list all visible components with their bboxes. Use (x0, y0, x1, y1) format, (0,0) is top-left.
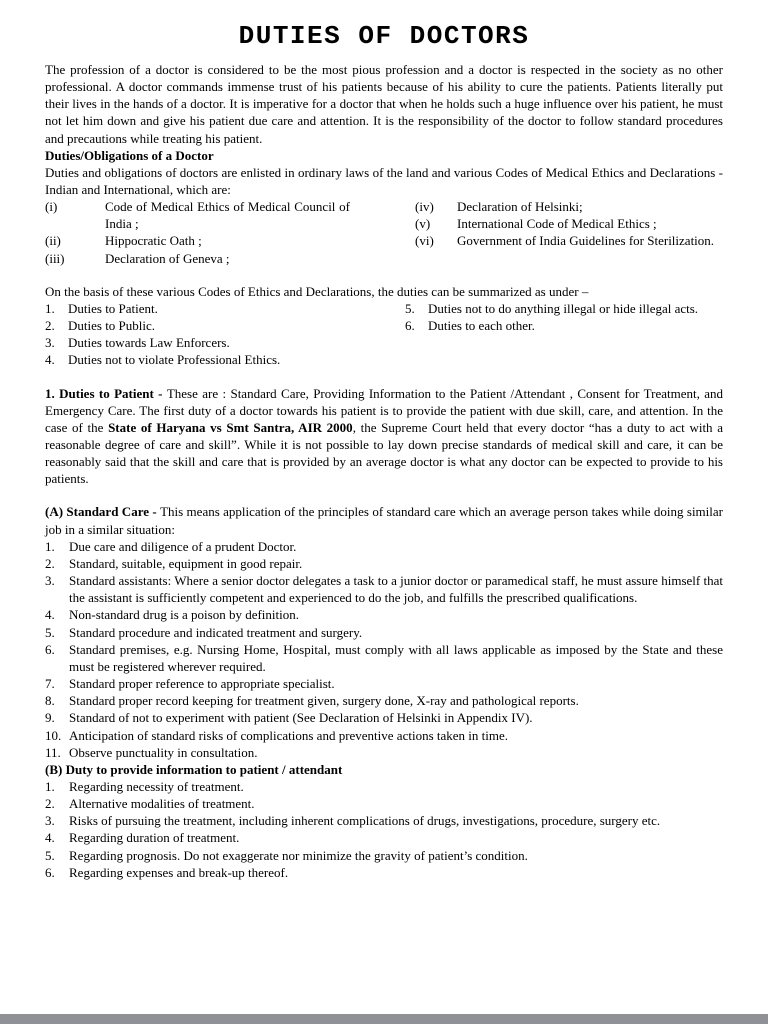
list-item-number: 1. (45, 778, 55, 794)
list-item-number: (ii) (45, 233, 61, 249)
list-item-number: 1. (45, 300, 55, 316)
list-item (415, 232, 723, 249)
list-item-number: 9. (45, 710, 55, 726)
list-item-number: (iv) (415, 199, 434, 215)
list-item-text: Regarding prognosis. Do not exaggerate nor minimize the gravity of patient’s condition. (69, 847, 528, 863)
list-item (45, 572, 723, 606)
list-item-text: Duties not to violate Professional Ethics. (68, 352, 281, 368)
list-item (45, 847, 723, 864)
list-item-number: 3. (45, 335, 55, 351)
list-item-text: Government of India Guidelines for Sterilization. (457, 233, 715, 249)
list-item-number: (i) (45, 199, 58, 215)
info-duty-list (45, 778, 723, 881)
list-item (45, 641, 723, 675)
codes-right-column (415, 198, 723, 267)
list-item-text: Hippocratic Oath ; (105, 233, 202, 249)
list-item-text: Duties not to do anything illegal or hide illegal acts. (428, 300, 699, 316)
list-item-number: (vi) (415, 233, 434, 249)
list-item (45, 744, 723, 761)
list-item-text: Standard premises, e.g. Nursing Home, Hospital, must comply with all laws applicable as imposed by the State and these must be registered wherever required. (69, 641, 723, 674)
list-item (45, 675, 723, 692)
list-item-text: Standard proper record keeping for treatment given, surgery done, X-ray and pathological reports. (69, 693, 579, 709)
list-item-number: 10. (45, 727, 62, 743)
standard-care-list (45, 538, 723, 761)
list-item-number: 5. (45, 847, 55, 863)
obligations-heading: Duties/Obligations of a Doctor (45, 147, 214, 163)
list-item-number: 6. (45, 864, 55, 880)
list-item (45, 829, 723, 846)
list-item-text: Duties to each other. (428, 318, 535, 334)
summary-two-column-list (45, 300, 723, 369)
list-item (45, 232, 350, 249)
list-item (415, 215, 723, 232)
list-item-text: Standard assistants: Where a senior doctor delegates a task to a junior doctor or paramedical staff, he must assure himself that the assistant is sufficiently competent and experienced to do the job, and fulfills the prescribed qualifications. (69, 573, 723, 606)
list-item-text: Standard procedure and indicated treatment and surgery. (69, 624, 363, 640)
info-duty-heading: (B) Duty to provide information to patient / attendant (45, 761, 343, 777)
list-item-number: 7. (45, 676, 55, 692)
page-title: DUTIES OF DOCTORS (238, 21, 530, 51)
list-item (405, 300, 723, 317)
list-item-text: Alternative modalities of treatment. (69, 796, 255, 812)
obligations-intro: Duties and obligations of doctors are enlisted in ordinary laws of the land and various Codes of Medical Ethics and Declarations - Indian and International, which are: (45, 164, 723, 197)
standard-care-lead-paragraph (45, 503, 723, 537)
page-bottom-edge (0, 1014, 768, 1024)
summary-intro: On the basis of these various Codes of Ethics and Declarations, the duties can be summarized as under – (45, 283, 589, 299)
list-item (45, 864, 723, 881)
list-item (45, 555, 723, 572)
list-item-number: 4. (45, 352, 55, 368)
list-item-number: 5. (45, 624, 55, 640)
list-item-number: 8. (45, 693, 55, 709)
list-item-number: 11. (45, 744, 61, 760)
list-item (45, 198, 350, 232)
list-item (45, 250, 350, 267)
list-item-number: (iii) (45, 250, 65, 266)
case-citation: State of Haryana vs Smt Santra, AIR 2000 (108, 419, 353, 435)
codes-left-column (45, 198, 350, 267)
list-item (45, 727, 723, 744)
standard-care-lead-text: This means application of the principles of standard care which an average person takes while doing similar job in a similar situation: (45, 504, 723, 537)
list-item-text: Regarding duration of treatment. (69, 830, 240, 846)
codes-two-column-list (45, 198, 723, 267)
duties-to-patient-body-2: , the Supreme Court held that every doctor “has a duty to act with a reasonable degree of care and skill”. While it is not possible to lay down precise standards of medical skill and care, it can be reasonably said that the skill and care that is provided by an average doctor is what any doctor can be expected to provide to his patients. (45, 419, 723, 487)
list-item-text: Risks of pursuing the treatment, including inherent complications of drugs, investigations, procedure, surgery etc. (69, 813, 661, 829)
list-item-number: 3. (45, 813, 55, 829)
list-item (45, 778, 723, 795)
intro-paragraph: The profession of a doctor is considered to be the most pious profession and a doctor is respected in the society as no other professional. A doctor commands immense trust of his patients because of his ability to cure the patients. Patients literally put their lives in the hands of a doctor. It is imperative for a doctor that when he holds such a huge influence over his patient, he must not let him down and give his patient due care and attention. It is the responsibility of the doctor to follow standard procedures and precautions while treating his patient. (45, 61, 723, 146)
list-item (45, 334, 405, 351)
list-item (45, 709, 723, 726)
list-item-text: Duties towards Law Enforcers. (68, 335, 230, 351)
list-item-number: (v) (415, 216, 431, 232)
list-item-text: Standard proper reference to appropriate specialist. (69, 676, 335, 692)
list-item-number: 2. (45, 318, 55, 334)
list-item-number: 6. (405, 318, 415, 334)
duties-to-patient-body-1: These are : Standard Care, Providing Information to the Patient /Attendant , Consent for Treatment, and Emergency Care. The first duty of a doctor towards his patient is to provide the patient with due skill, care, and attention. In the case of the (45, 385, 723, 435)
list-item-number: 2. (45, 555, 55, 571)
duties-to-patient-paragraph (45, 385, 723, 488)
list-item (45, 317, 405, 334)
list-item-number: 2. (45, 796, 55, 812)
list-item-number: 5. (405, 300, 415, 316)
list-item-text: Due care and diligence of a prudent Doctor. (69, 538, 297, 554)
standard-care-lead: (A) Standard Care - (45, 504, 161, 520)
list-item-number: 4. (45, 830, 55, 846)
list-item (45, 351, 405, 368)
list-item-text: Duties to Public. (68, 318, 156, 334)
list-item-text: Declaration of Geneva ; (105, 250, 230, 266)
summary-left-column (45, 300, 405, 369)
list-item-text: Duties to Patient. (68, 300, 158, 316)
list-item-number: 4. (45, 607, 55, 623)
list-item-text: Non-standard drug is a poison by definition. (69, 607, 299, 623)
summary-right-column (405, 300, 723, 369)
list-item (45, 812, 723, 829)
list-item-text: Observe punctuality in consultation. (69, 744, 258, 760)
list-item (415, 198, 723, 215)
list-item (405, 317, 723, 334)
list-item-text: Regarding necessity of treatment. (69, 778, 244, 794)
list-item (45, 692, 723, 709)
list-item (45, 606, 723, 623)
list-item (45, 624, 723, 641)
list-item-text: International Code of Medical Ethics ; (457, 216, 657, 232)
list-item-text: Standard of not to experiment with patient (See Declaration of Helsinki in Appendix IV). (69, 710, 533, 726)
list-item-text: Declaration of Helsinki; (457, 199, 583, 215)
list-item-number: 6. (45, 641, 55, 657)
duties-to-patient-lead: 1. Duties to Patient - (45, 385, 167, 401)
list-item-text: Code of Medical Ethics of Medical Council of India ; (105, 199, 350, 232)
list-item-number: 1. (45, 538, 55, 554)
list-item-text: Standard, suitable, equipment in good repair. (69, 555, 303, 571)
list-item-text: Regarding expenses and break-up thereof. (69, 864, 289, 880)
list-item (45, 300, 405, 317)
list-item-number: 3. (45, 573, 55, 589)
list-item (45, 795, 723, 812)
list-item-text: Anticipation of standard risks of complications and preventive actions taken in time. (69, 727, 508, 743)
list-item (45, 538, 723, 555)
